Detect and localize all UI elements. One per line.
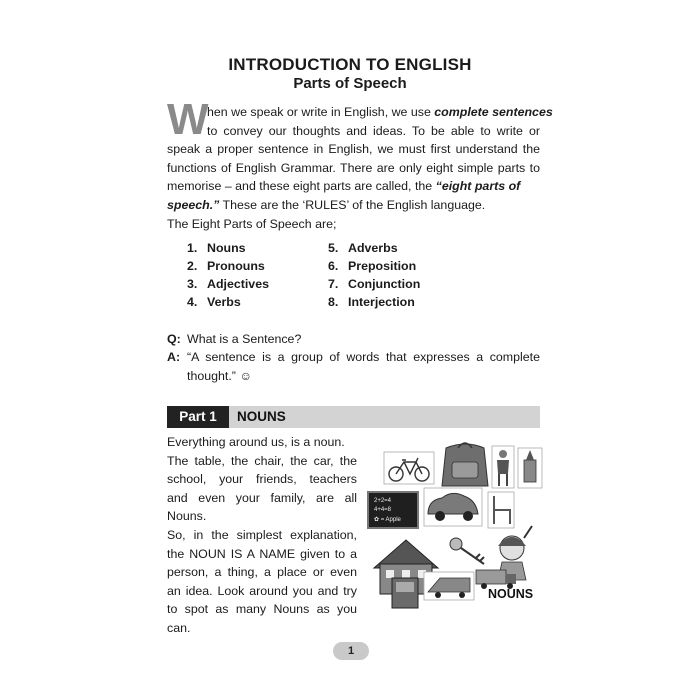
section-part-tag: Part 1 xyxy=(167,406,229,428)
book-icon xyxy=(392,578,418,608)
emphasis-text: complete sentences xyxy=(434,105,553,119)
nouns-line: Nouns. xyxy=(167,509,207,524)
parts-list-left xyxy=(187,239,269,311)
question-label: Q: xyxy=(167,332,181,346)
list-item: 1. Nouns xyxy=(187,241,246,255)
nouns-line: can. xyxy=(167,620,191,635)
key-icon xyxy=(450,538,484,564)
nouns-line: an idea. Look around you and try xyxy=(167,583,357,598)
chalkboard-text: 4+4=8 xyxy=(374,507,392,513)
nouns-line: school, your friends, teachers xyxy=(167,472,357,487)
car-icon xyxy=(424,488,482,526)
list-item: 2. Pronouns xyxy=(187,259,265,273)
intro-line: functions of English Grammar. There are only eight simple parts to xyxy=(167,160,540,175)
intro-paragraph xyxy=(167,95,553,233)
train-icon xyxy=(424,572,474,600)
list-item: 4. Verbs xyxy=(187,295,241,309)
page-subtitle: Parts of Speech xyxy=(293,75,407,92)
glue-bottle-icon xyxy=(518,448,542,488)
nouns-line: and even your family, are all xyxy=(167,490,357,505)
answer-text: “A sentence is a group of words that expresses a complete thought.” ☺ xyxy=(187,350,540,383)
list-item: 3. Adjectives xyxy=(187,277,269,291)
intro-line: hen we speak or write in English, we use complete sentences xyxy=(207,105,553,119)
nouns-collage xyxy=(366,440,546,610)
chalkboard-text: 2+2=4 xyxy=(374,498,392,504)
page-title: INTRODUCTION TO ENGLISH xyxy=(228,55,472,74)
section-title: NOUNS xyxy=(237,409,286,424)
emphasis-text: “eight parts of xyxy=(435,179,521,194)
nouns-line: So, in the simplest explanation, xyxy=(167,527,357,542)
emphasis-text: speech.” xyxy=(167,197,220,212)
drop-cap: W xyxy=(167,95,209,144)
chalkboard-icon xyxy=(368,492,418,528)
nouns-line: the NOUN IS A NAME given to a xyxy=(167,546,357,561)
person-icon xyxy=(492,446,514,488)
list-item: 8. Interjection xyxy=(328,295,415,309)
chalkboard-text: ✿ = Apple xyxy=(374,517,401,523)
nouns-line: person, a thing, a place or even xyxy=(167,565,357,580)
list-item: 7. Conjunction xyxy=(328,277,421,291)
question-text: What is a Sentence? xyxy=(187,332,302,346)
list-item: 5. Adverbs xyxy=(328,241,398,255)
answer-label: A: xyxy=(167,350,181,364)
parts-list-right xyxy=(328,239,420,311)
page-number: 1 xyxy=(333,642,369,660)
backpack-icon xyxy=(442,443,488,486)
intro-line: memorise – and these eight parts are called, the “eight parts of xyxy=(167,179,521,194)
list-item: 6. Preposition xyxy=(328,259,417,273)
bicycle-icon xyxy=(384,452,434,484)
intro-line: speak a proper sentence in English, we must first understand the xyxy=(167,142,540,157)
intro-line: to convey our thoughts and ideas. To be able to write or xyxy=(207,123,540,138)
collage-label: NOUNS xyxy=(488,587,534,601)
section-header xyxy=(167,406,540,428)
chair-icon xyxy=(488,492,514,528)
nouns-line: Everything around us, is a noun. xyxy=(167,435,345,449)
intro-line: speech.” These are the ‘RULES’ of the English language. xyxy=(167,197,486,212)
intro-line: The Eight Parts of Speech are; xyxy=(167,216,337,231)
nouns-line: The table, the chair, the car, the xyxy=(167,453,357,468)
nouns-paragraph xyxy=(167,433,357,638)
nouns-line: to spot as many Nouns as you xyxy=(167,602,357,617)
